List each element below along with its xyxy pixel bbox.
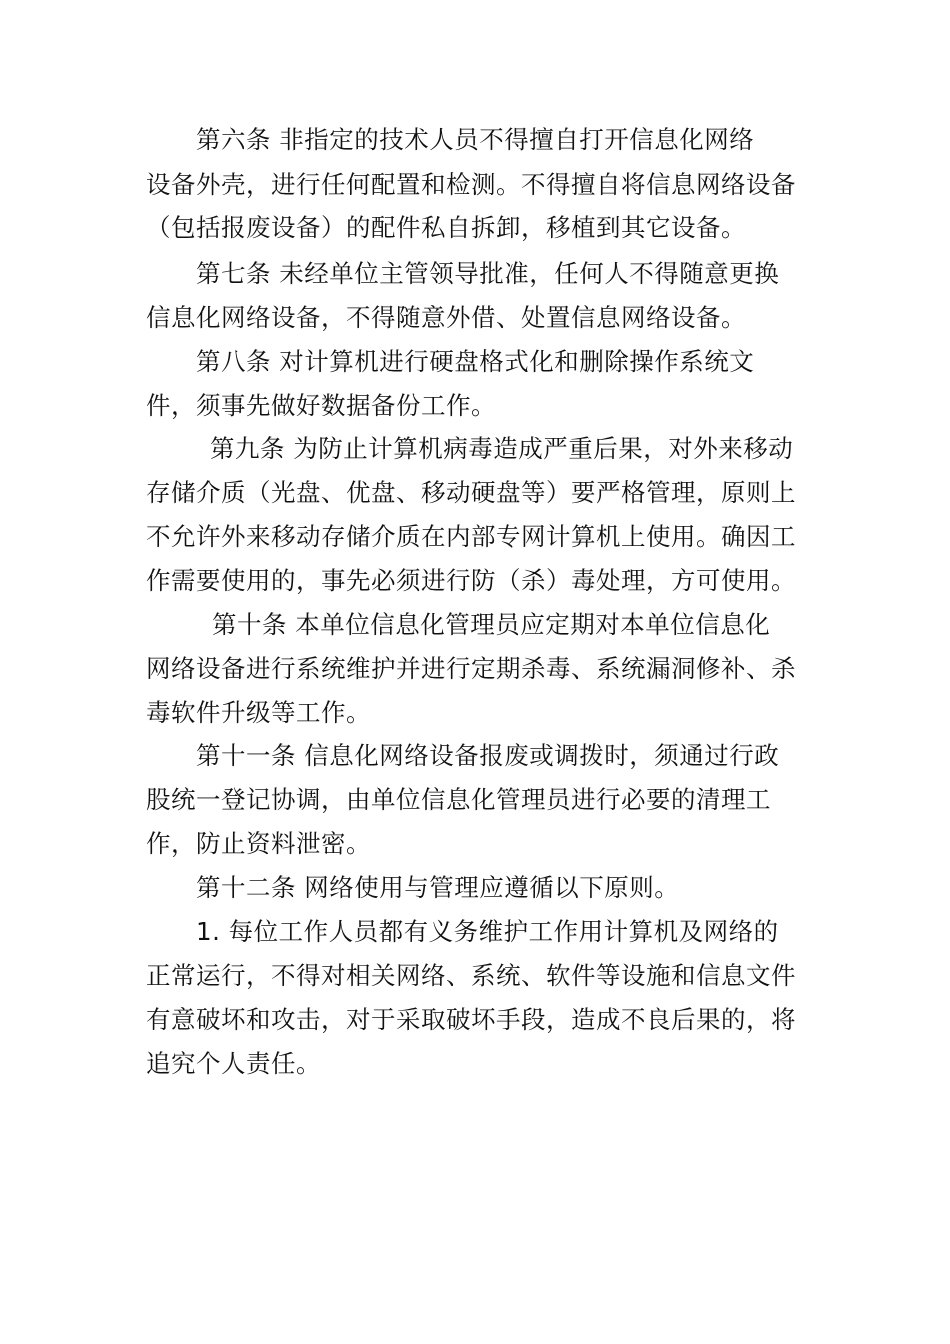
article-11-line-3: 作，防止资料泄密。 [146, 829, 371, 858]
principle-1-line-1: 1. 每位工作人员都有义务维护工作用计算机及网络的 [196, 917, 779, 946]
article-7-line-2: 信息化网络设备，不得随意外借、处置信息网络设备。 [146, 303, 746, 332]
principle-1-line-2: 正常运行，不得对相关网络、系统、软件等设施和信息文件 [146, 961, 796, 990]
article-9-line-2: 存储介质（光盘、优盘、移动硬盘等）要严格管理，原则上 [146, 478, 796, 507]
article-10-line-1: 第十条 本单位信息化管理员应定期对本单位信息化 [212, 610, 771, 639]
article-11-line-1: 第十一条 信息化网络设备报废或调拨时，须通过行政 [196, 741, 780, 770]
article-10-line-3: 毒软件升级等工作。 [146, 698, 371, 727]
principle-1-line-3: 有意破坏和攻击，对于采取破坏手段，造成不良后果的，将 [146, 1005, 796, 1034]
article-8-line-2: 件，须事先做好数据备份工作。 [146, 391, 496, 420]
article-6-line-3: （包括报废设备）的配件私自拆卸，移植到其它设备。 [146, 213, 746, 242]
article-9-line-3: 不允许外来移动存储介质在内部专网计算机上使用。确因工 [146, 522, 796, 551]
article-6-line-1: 第六条 非指定的技术人员不得擅自打开信息化网络 [196, 125, 755, 154]
article-7-line-1: 第七条 未经单位主管领导批准，任何人不得随意更换 [196, 259, 780, 288]
article-9-line-4: 作需要使用的，事先必须进行防（杀）毒处理，方可使用。 [146, 566, 796, 595]
article-11-line-2: 股统一登记协调，由单位信息化管理员进行必要的清理工 [146, 785, 771, 814]
article-8-line-1: 第八条 对计算机进行硬盘格式化和删除操作系统文 [196, 347, 755, 376]
article-6-line-2: 设备外壳，进行任何配置和检测。不得擅自将信息网络设备 [146, 170, 796, 199]
article-12-line-1: 第十二条 网络使用与管理应遵循以下原则。 [196, 873, 680, 902]
article-9-line-1: 第九条 为防止计算机病毒造成严重后果，对外来移动 [210, 434, 794, 463]
principle-1-line-4: 追究个人责任。 [146, 1049, 321, 1078]
article-10-line-2: 网络设备进行系统维护并进行定期杀毒、系统漏洞修补、杀 [146, 654, 796, 683]
